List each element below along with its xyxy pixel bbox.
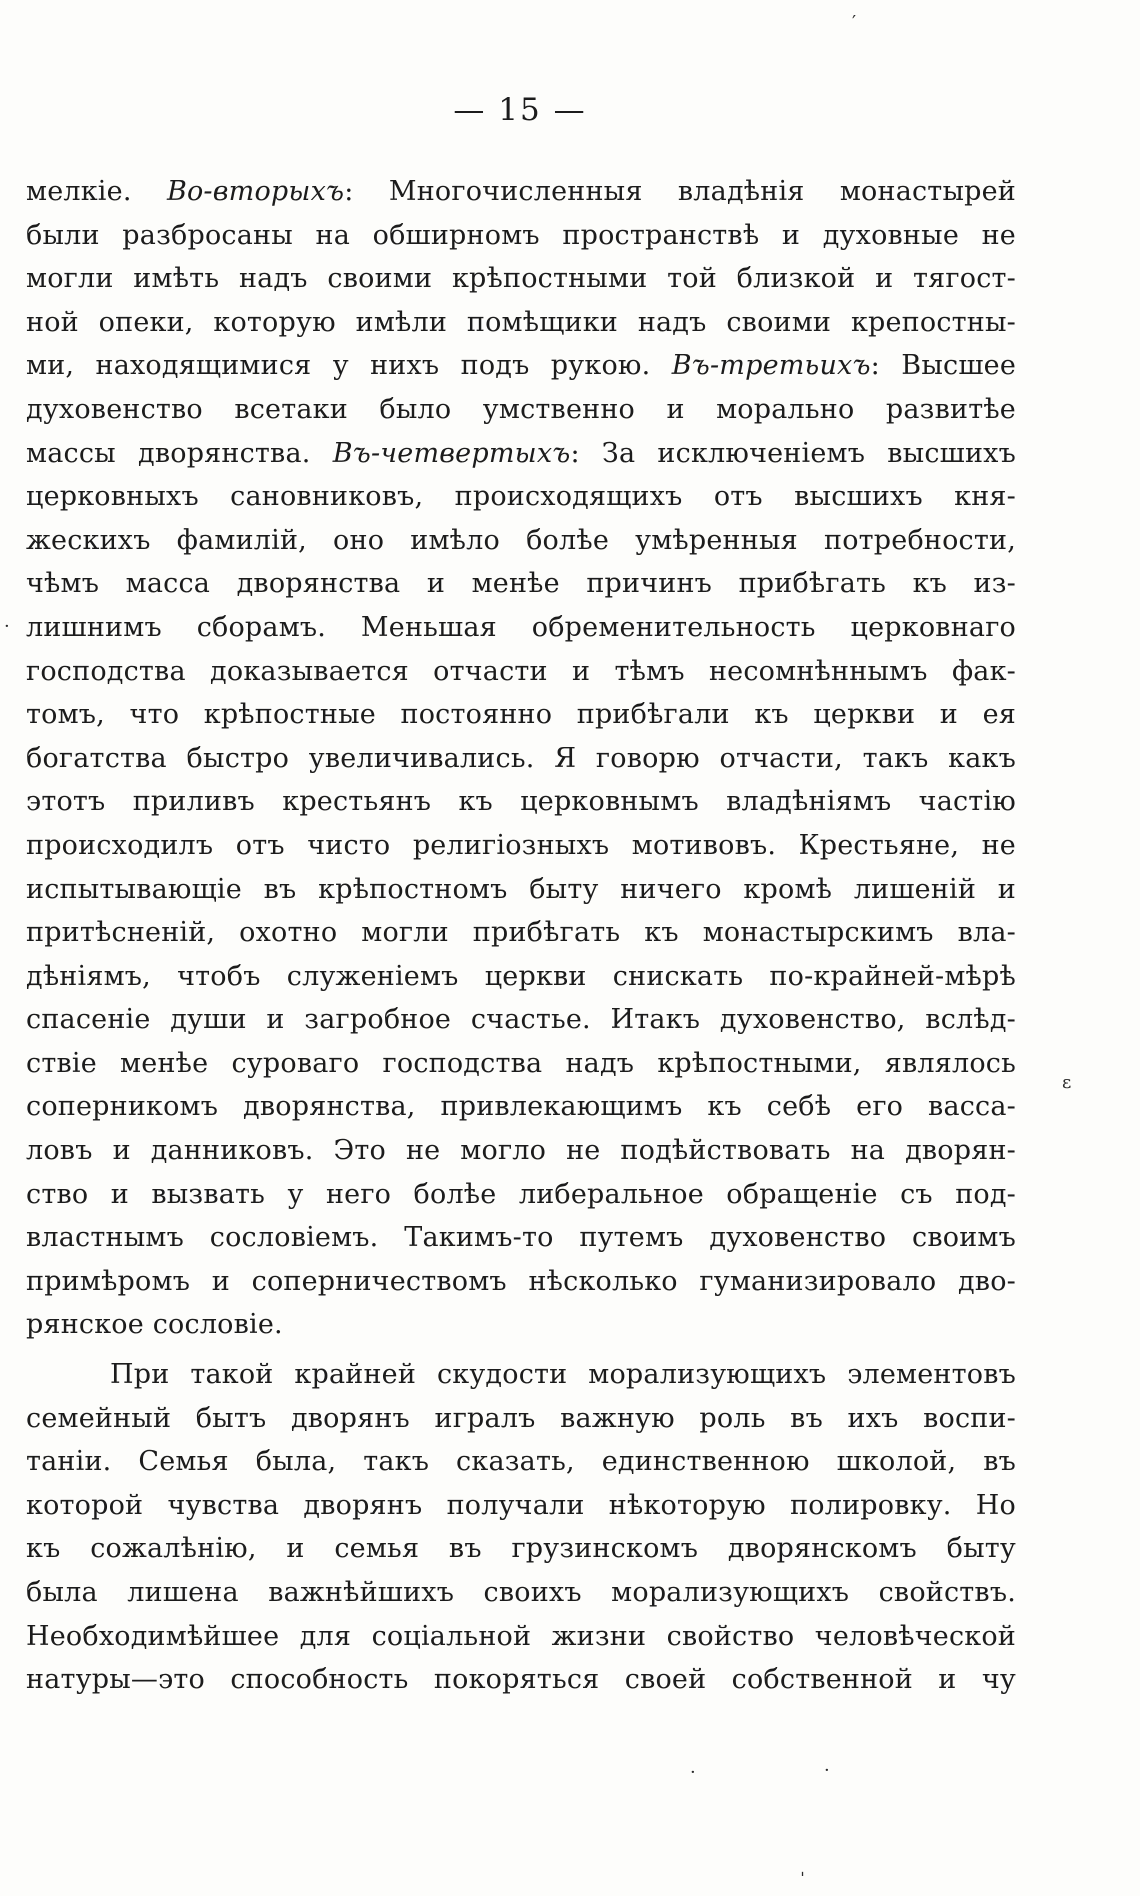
text-line: спасеніе души и загробное счастье. Итакъ духовенство, вслѣд- <box>26 1004 1016 1036</box>
body-text <box>26 170 1016 1702</box>
text-run: массы дворянства. <box>26 437 333 469</box>
text-line: была лишена важнѣйшихъ своихъ морализующихъ свойствъ. <box>26 1577 1016 1608</box>
text-line: томъ, что крѣпостные постоянно прибѣгали къ церкви и ея <box>26 699 1016 731</box>
text-line: ствіе менѣе суроваго господства надъ крѣпостными, являлось <box>26 1047 1016 1079</box>
text-line: притѣсненій, охотно могли прибѣгать къ монастырскимъ вла- <box>26 917 1016 949</box>
text-line: жескихъ фамилій, оно имѣло болѣе умѣренныя потребности, <box>26 524 1016 556</box>
text-line: происходилъ отъ чисто религіозныхъ мотивовъ. Крестьяне, не <box>26 829 1016 861</box>
text-line: семейный бытъ дворянъ игралъ важную роль въ ихъ воспи- <box>26 1402 1016 1434</box>
text-line: соперникомъ дворянства, привлекающимъ къ себѣ его васса- <box>26 1091 1016 1123</box>
italic-run: Въ-третьихъ <box>671 350 871 382</box>
text-line <box>26 432 1016 476</box>
scan-speck: · <box>4 616 10 637</box>
paragraph-1 <box>26 170 1016 1347</box>
text-line: примѣромъ и соперничествомъ нѣсколько гуманизировало дво- <box>26 1265 1016 1297</box>
text-line: испытывающіе въ крѣпостномъ быту ничего кромѣ лишеній и <box>26 873 1016 905</box>
scan-speck: ′ <box>852 12 857 33</box>
text-run: : Высшее <box>870 350 1016 382</box>
text-run: : За исключеніемъ высшихъ <box>570 437 1016 469</box>
text-line: духовенство всетаки было умственно и морально развитѣе <box>26 393 1016 425</box>
text-line: къ сожалѣнію, и семья въ грузинскомъ дворянскомъ быту <box>26 1533 1016 1565</box>
text-line: церковныхъ сановниковъ, происходящихъ отъ высшихъ кня- <box>26 481 1016 513</box>
text-line: господства доказывается отчасти и тѣмъ несомнѣннымъ фак- <box>26 655 1016 687</box>
page-number: — 15 — <box>453 92 587 128</box>
text-line: были разбросаны на обширномъ пространствѣ и духовные не <box>26 219 1016 251</box>
text-line: этотъ приливъ крестьянъ къ церковнымъ владѣніямъ частію <box>26 786 1016 818</box>
scan-speck: · <box>824 1760 830 1781</box>
text-line: таніи. Семья была, такъ сказать, единственною школой, въ <box>26 1446 1016 1478</box>
text-line: дѣніямъ, чтобъ служеніемъ церкви снискать по-крайней-мѣрѣ <box>26 960 1016 992</box>
text-line: рянское сословіе. <box>26 1309 283 1341</box>
text-line: ство и вызвать у него болѣе либеральное обращеніе съ под- <box>26 1178 1016 1210</box>
text-run: мелкіе. <box>26 176 167 207</box>
text-line: ловъ и данниковъ. Это не могло не подѣйствовать на дворян- <box>26 1135 1016 1167</box>
text-line <box>26 344 1016 388</box>
scan-speck: · <box>690 1762 696 1783</box>
text-line: властнымъ сословіемъ. Такимъ-то путемъ духовенство своимъ <box>26 1222 1016 1254</box>
text-line: натуры—это способность покоряться своей собственной и чу <box>26 1664 1016 1696</box>
text-line: чѣмъ масса дворянства и менѣе причинъ прибѣгать къ из- <box>26 568 1016 600</box>
text-run: : Многочисленныя владѣнія монастырей <box>344 176 1016 207</box>
paragraph-2 <box>26 1353 1016 1702</box>
text-line <box>26 170 1016 214</box>
text-line: лишнимъ сборамъ. Меньшая обременительность церковнаго <box>26 611 1016 643</box>
scan-speck: ε <box>1062 1072 1072 1093</box>
text-run: ми, находящимися у нихъ подъ рукою. <box>26 350 672 382</box>
text-line: ной опеки, которую имѣли помѣщики надъ своими крепостны- <box>26 306 1016 338</box>
italic-run: Во-вторыхъ <box>166 176 345 207</box>
scan-speck: ˌ <box>800 1858 805 1879</box>
text-line: При такой крайней скудости морализующихъ элементовъ <box>110 1359 1016 1391</box>
text-line: могли имѣть надъ своими крѣпостными той близкой и тягост- <box>26 263 1016 295</box>
italic-run: Въ-четвертыхъ <box>332 437 571 469</box>
text-line: Необходимѣйшее для соціальной жизни свойство человѣческой <box>26 1620 1016 1652</box>
text-line: которой чувства дворянъ получали нѣкоторую полировку. Но <box>26 1489 1016 1521</box>
text-line: богатства быстро увеличивались. Я говорю отчасти, такъ какъ <box>26 742 1016 774</box>
